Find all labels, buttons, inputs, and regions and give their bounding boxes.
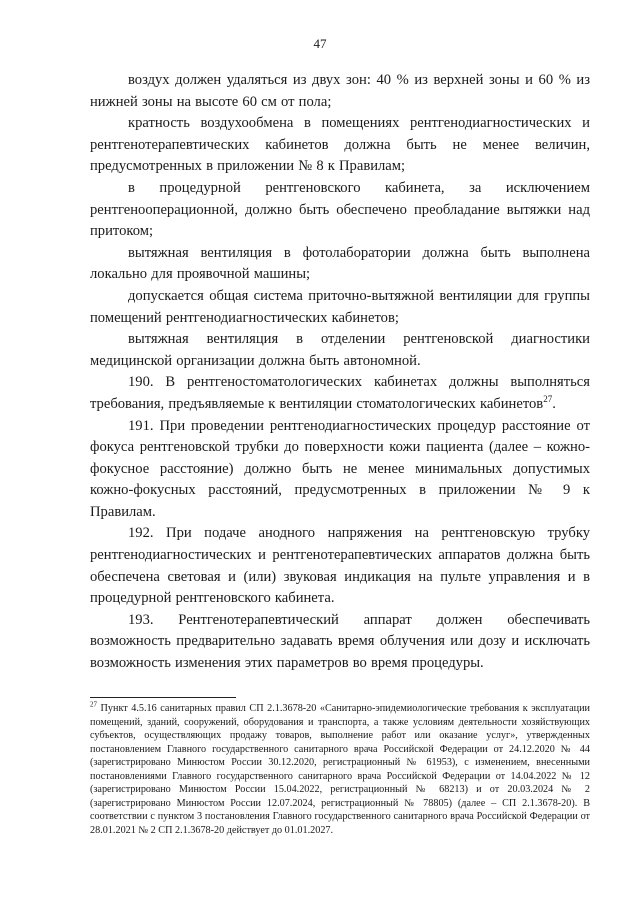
paragraph: в процедурной рентгеновского кабинета, за исключением рентгенооперационной, должно быть обеспечено преобладание вытяжки над притоком;: [90, 179, 590, 240]
page-number: 47: [313, 36, 327, 51]
footnote: [90, 702, 590, 837]
paragraph-193: 193. Рентгенотерапевтический аппарат должен обеспечивать возможность предварительно задавать время облучения или дозу и исключать возможность изменения этих параметров во время процедуры.: [90, 611, 590, 672]
footnote-reference: 27: [543, 394, 553, 405]
paragraph-190-end: .: [552, 395, 556, 412]
paragraph-190: [90, 372, 590, 415]
paragraph: вытяжная вентиляция в фотолаборатории должна быть выполнена локально для проявочной машины;: [90, 244, 590, 283]
document-body: [90, 70, 590, 675]
paragraph: вытяжная вентиляция в отделении рентгеновской диагностики медицинской организации должна быть автономной.: [90, 331, 590, 369]
paragraph: допускается общая система приточно-вытяжной вентиляции для группы помещений рентгенодиагностических кабинетов;: [90, 287, 590, 326]
paragraph-190-text: 190. В рентгеностоматологических кабинетах должны выполняться требования, предъявляемые к вентиляции стоматологических кабинетов: [90, 374, 590, 412]
paragraph-191: 191. При проведении рентгенодиагностических процедур расстояние от фокуса рентгеновской трубки до поверхности кожи пациента (далее – кожно-фокусное расстояние) должно быть не менее минимальных допустимых кожно-фокусных расстояний, предусмотренных в приложении № 9 к Правилам.: [90, 417, 590, 520]
paragraph: кратность воздухообмена в помещениях рентгенодиагностических и рентгенотерапевтических кабинетов должна быть не менее величин, предусмотренных в приложении № 8 к Правилам;: [90, 115, 590, 175]
footnote-separator: [90, 697, 236, 698]
paragraph: воздух должен удаляться из двух зон: 40 % из верхней зоны и 60 % из нижней зоны на высоте 60 см от пола;: [90, 72, 590, 110]
footnote-number: 27: [90, 700, 97, 709]
paragraph-192: 192. При подаче анодного напряжения на рентгеновскую трубку рентгенодиагностических и рентгенотерапевтических аппаратов должна быть обеспечена световая и (или) звуковая индикация на пульте управления и в процедурной рентгеновского кабинета.: [90, 525, 590, 607]
footnote-text: Пункт 4.5.16 санитарных правил СП 2.1.3678-20 «Санитарно-эпидемиологические требования к эксплуатации помещений, зданий, сооружений, оборудования и транспорта, а также условиям деятельности хозяйствующих субъектов, осуществляющих продажу товаров, выполнение работ или оказание услуг», утвержденных постановлением Главного государственного санитарного врача Российской Федерации от 24.12.2020 № 44 (зарегистрировано Минюстом России 30.12.2020, регистрационный № 61953), с изменением, внесенными постановлениями Главного государственного санитарного врача Российской Федерации от 14.04.2022 № 12 (зарегистрировано Минюстом России 15.04.2022, регистрационный № 68213) и от 20.03.2024 № 2 (зарегистрировано Минюстом России 12.07.2024, регистрационный № 78805) (далее – СП 2.1.3678-20). В соответствии с пунктом 3 постановления Главного государственного санитарного врача Российской Федерации от 28.01.2021 № 2 СП 2.1.3678-20 действует до 01.01.2027.: [90, 703, 590, 836]
